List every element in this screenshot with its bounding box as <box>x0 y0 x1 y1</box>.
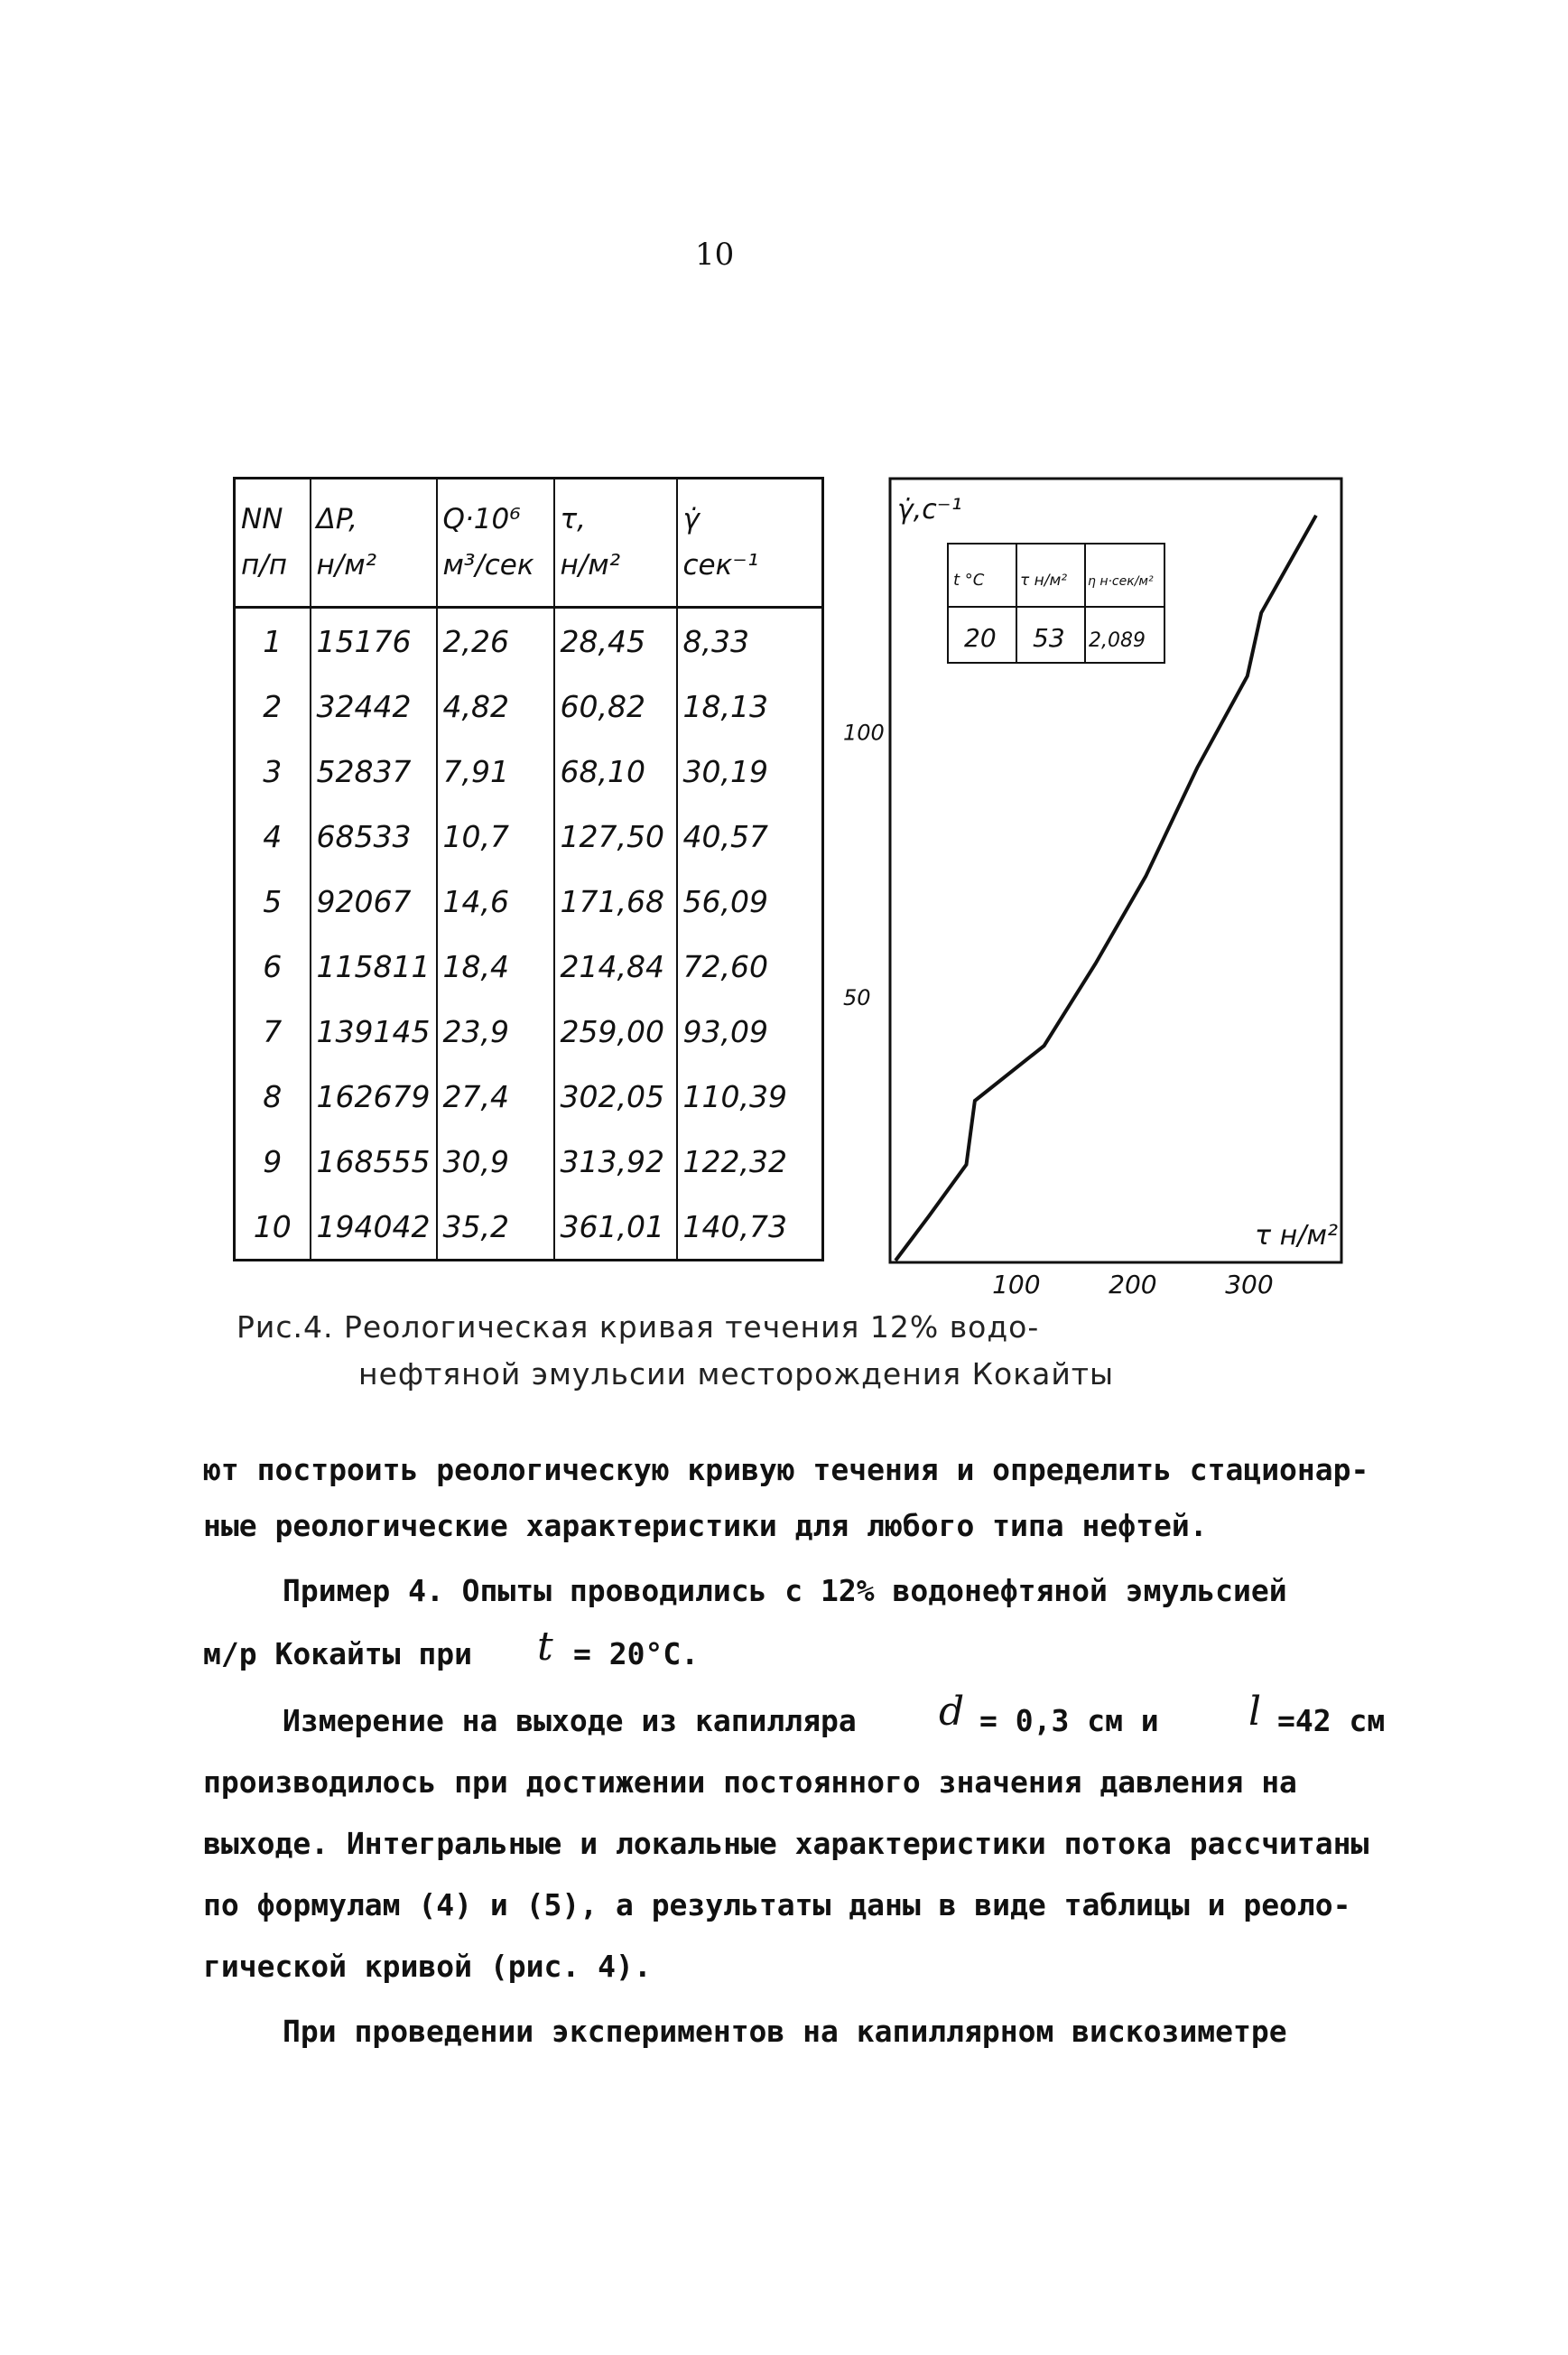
body-line: Измерение на выходе из капилляра <box>283 1703 857 1738</box>
body-line: м/р Кокайты при <box>203 1636 473 1671</box>
table-cell: 40,57 <box>677 804 823 869</box>
table-cell: 30,19 <box>677 739 823 804</box>
symbol-t: t <box>537 1624 553 1670</box>
caption-line-1: Рис.4. Реологическая кривая течения 12% водо- <box>237 1309 1040 1345</box>
body-line: ные реологические характеристики для любого типа нефтей. <box>203 1508 1208 1543</box>
table-row <box>235 608 823 675</box>
table-cell: 110,39 <box>677 1064 823 1129</box>
table-cell: 6 <box>235 934 311 999</box>
table-cell: 35,2 <box>437 1194 554 1261</box>
table-cell: 361,01 <box>554 1194 677 1261</box>
table-row <box>235 1129 823 1194</box>
inset-value-stress: 53 <box>1033 623 1065 653</box>
body-line: Пример 4. Опыты проводились с 12% водонефтяной эмульсией <box>283 1573 1287 1608</box>
table-cell: 214,84 <box>554 934 677 999</box>
body-line: производилось при достижении постоянного значения давления на <box>203 1764 1297 1800</box>
table-row <box>235 869 823 934</box>
table-cell: 259,00 <box>554 999 677 1064</box>
table-cell: 171,68 <box>554 869 677 934</box>
header-cell-flow: Q·10⁶ м³/сек <box>437 479 554 608</box>
body-line: по формулам (4) и (5), а результаты даны в виде таблицы и реоло- <box>203 1887 1351 1922</box>
caption-line-2: нефтяной эмульсии месторождения Кокайты <box>358 1356 1115 1392</box>
table-cell: 313,92 <box>554 1129 677 1194</box>
y-axis-label: γ̇,с⁻¹ <box>897 494 962 526</box>
inset-header-viscosity: η н·сек/м² <box>1088 574 1154 589</box>
inset-value-temp: 20 <box>964 623 997 653</box>
table-cell: 10 <box>235 1194 311 1261</box>
table-cell: 139145 <box>311 999 437 1064</box>
table-cell: 92067 <box>311 869 437 934</box>
body-line: = 20°С. <box>573 1636 700 1671</box>
inset-header-temp: t °С <box>953 571 985 590</box>
x-axis-label: τ н/м² <box>1255 1220 1338 1252</box>
table-row <box>235 674 823 739</box>
table-cell: 10,7 <box>437 804 554 869</box>
table-cell: 7 <box>235 999 311 1064</box>
inset-table <box>948 544 1164 663</box>
data-table <box>233 477 824 1261</box>
table-cell: 5 <box>235 869 311 934</box>
table-cell: 4,82 <box>437 674 554 739</box>
table-cell: 2 <box>235 674 311 739</box>
table-cell: 194042 <box>311 1194 437 1261</box>
x-tick-label: 100 <box>992 1270 1041 1299</box>
table-cell: 18,13 <box>677 674 823 739</box>
header-cell-pressure: ΔP, н/м² <box>311 479 437 608</box>
x-ticks <box>992 1270 1274 1299</box>
x-tick-label: 300 <box>1225 1270 1274 1299</box>
inset-header-stress: τ н/м² <box>1020 572 1068 590</box>
table-cell: 68533 <box>311 804 437 869</box>
table-row <box>235 804 823 869</box>
table-cell: 18,4 <box>437 934 554 999</box>
table-cell: 72,60 <box>677 934 823 999</box>
flow-curve <box>895 516 1316 1261</box>
table-cell: 1 <box>235 608 311 675</box>
table-cell: 14,6 <box>437 869 554 934</box>
y-tick-label: 50 <box>843 984 871 1010</box>
table-cell: 4 <box>235 804 311 869</box>
table-cell: 127,50 <box>554 804 677 869</box>
table-cell: 7,91 <box>437 739 554 804</box>
table-cell: 52837 <box>311 739 437 804</box>
table-cell: 60,82 <box>554 674 677 739</box>
table-cell: 32442 <box>311 674 437 739</box>
table-header-row <box>235 479 823 608</box>
table-cell: 56,09 <box>677 869 823 934</box>
body-line: = 0,3 см и <box>979 1703 1159 1738</box>
table-cell: 8,33 <box>677 608 823 675</box>
table-cell: 140,73 <box>677 1194 823 1261</box>
body-line: выходе. Интегральные и локальные характеристики потока рассчитаны <box>203 1826 1369 1861</box>
body-line: гической кривой (рис. 4). <box>203 1949 652 1984</box>
table-cell: 27,4 <box>437 1064 554 1129</box>
y-ticks <box>843 721 885 1010</box>
table-cell: 93,09 <box>677 999 823 1064</box>
table-row <box>235 739 823 804</box>
table-cell: 2,26 <box>437 608 554 675</box>
table-cell: 9 <box>235 1129 311 1194</box>
body-line: =42 см <box>1277 1703 1386 1738</box>
table-cell: 68,10 <box>554 739 677 804</box>
table-cell: 15176 <box>311 608 437 675</box>
table-cell: 162679 <box>311 1064 437 1129</box>
table-row <box>235 934 823 999</box>
figure-caption <box>237 1304 1114 1398</box>
table-cell: 8 <box>235 1064 311 1129</box>
y-tick-label: 100 <box>843 720 885 746</box>
header-cell-stress: τ, н/м² <box>554 479 677 608</box>
chart-frame <box>890 479 1341 1262</box>
table-cell: 302,05 <box>554 1064 677 1129</box>
rheology-chart <box>830 470 1363 1300</box>
table-cell: 3 <box>235 739 311 804</box>
header-cell-number: NN п/п <box>235 479 311 608</box>
header-cell-shear-rate: γ̇ сек⁻¹ <box>677 479 823 608</box>
body-line: При проведении экспериментов на капиллярном вискозиметре <box>283 2014 1287 2049</box>
symbol-l: l <box>1248 1689 1262 1735</box>
page-number: 10 <box>695 237 735 273</box>
body-line: ют построить реологическую кривую течения и определить стационар- <box>203 1452 1369 1487</box>
inset-value-viscosity: 2,089 <box>1089 629 1146 652</box>
table-cell: 30,9 <box>437 1129 554 1194</box>
table-row <box>235 999 823 1064</box>
table-cell: 115811 <box>311 934 437 999</box>
table-cell: 28,45 <box>554 608 677 675</box>
table-cell: 168555 <box>311 1129 437 1194</box>
table-cell: 122,32 <box>677 1129 823 1194</box>
table-row <box>235 1064 823 1129</box>
table-row <box>235 1194 823 1261</box>
x-tick-label: 200 <box>1109 1270 1157 1299</box>
table-body <box>235 608 823 1261</box>
symbol-d: d <box>939 1689 965 1735</box>
table-cell: 23,9 <box>437 999 554 1064</box>
